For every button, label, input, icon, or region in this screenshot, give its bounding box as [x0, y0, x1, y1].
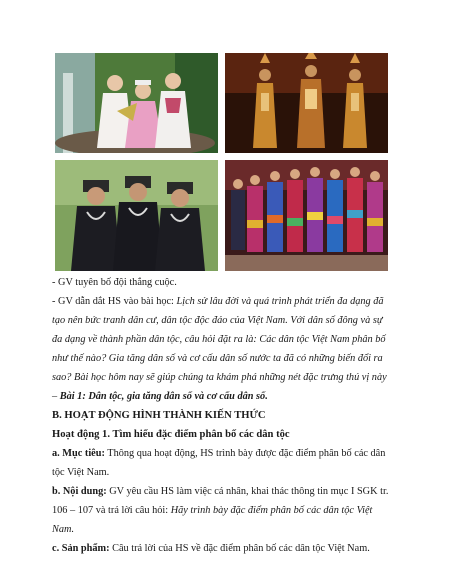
gv-announce: - GV tuyên bố đội thắng cuộc. [52, 277, 177, 288]
content-text: GV yêu cầu HS làm việc cá nhân, khai thác thông tin mục I SGK tr. 106 – 107 và trả lời câu hỏi: [52, 486, 389, 516]
photo-apsara-dancers [225, 53, 388, 153]
body-text [52, 273, 392, 558]
gv-lead-italic: Lịch sử lâu đời và quá trình phát triển đa dạng đã tạo nên bức tranh dân cư, dân tộc độc đáo của Việt Nam. Với dân số đông và sự đa dạng về thành phần dân tộc, câu hỏi đặt ra là: Các dân tộc Việt Nam phân bố như thế nào? Gia tăng dân số và cơ cấu dân số nước ta đã có những biến đổi ra sao? Bài học hôm nay sẽ giúp chúng ta khám phá những nét đặc trưng thú vị này – [52, 296, 387, 402]
product-paragraph [52, 539, 392, 558]
content-paragraph [52, 482, 392, 539]
content-question: Hãy trình bày đặc điểm phân bố các dân tộc Việt Nam. [52, 505, 373, 535]
section-b-heading: B. HOẠT ĐỘNG HÌNH THÀNH KIẾN THỨC [52, 410, 266, 421]
content-label: b. Nội dung: [52, 486, 107, 497]
photo-women-black-dress [55, 160, 218, 271]
objective-label: a. Mục tiêu: [52, 448, 105, 459]
product-label: c. Sản phẩm: [52, 543, 110, 554]
gv-lead-prefix: - GV dẫn dắt HS vào bài học: [52, 296, 177, 307]
gv-lead-lesson-title: Bài 1: Dân tộc, gia tăng dân số và cơ cấu dân số. [59, 391, 268, 402]
photo-women-colorful-costumes [225, 160, 388, 271]
objective-paragraph [52, 444, 392, 482]
activity-1-heading: Hoạt động 1. Tìm hiểu đặc điểm phân bố các dân tộc [52, 429, 290, 440]
objective-text: Thông qua hoạt động, HS trình bày được đặc điểm phân bố các dân tộc Việt Nam. [52, 448, 386, 478]
product-text: Câu trả lời của HS về đặc điểm phân bố các dân tộc Việt Nam. [109, 543, 370, 554]
gv-lead-paragraph [52, 292, 392, 406]
photo-women-white-costumes [55, 53, 218, 153]
